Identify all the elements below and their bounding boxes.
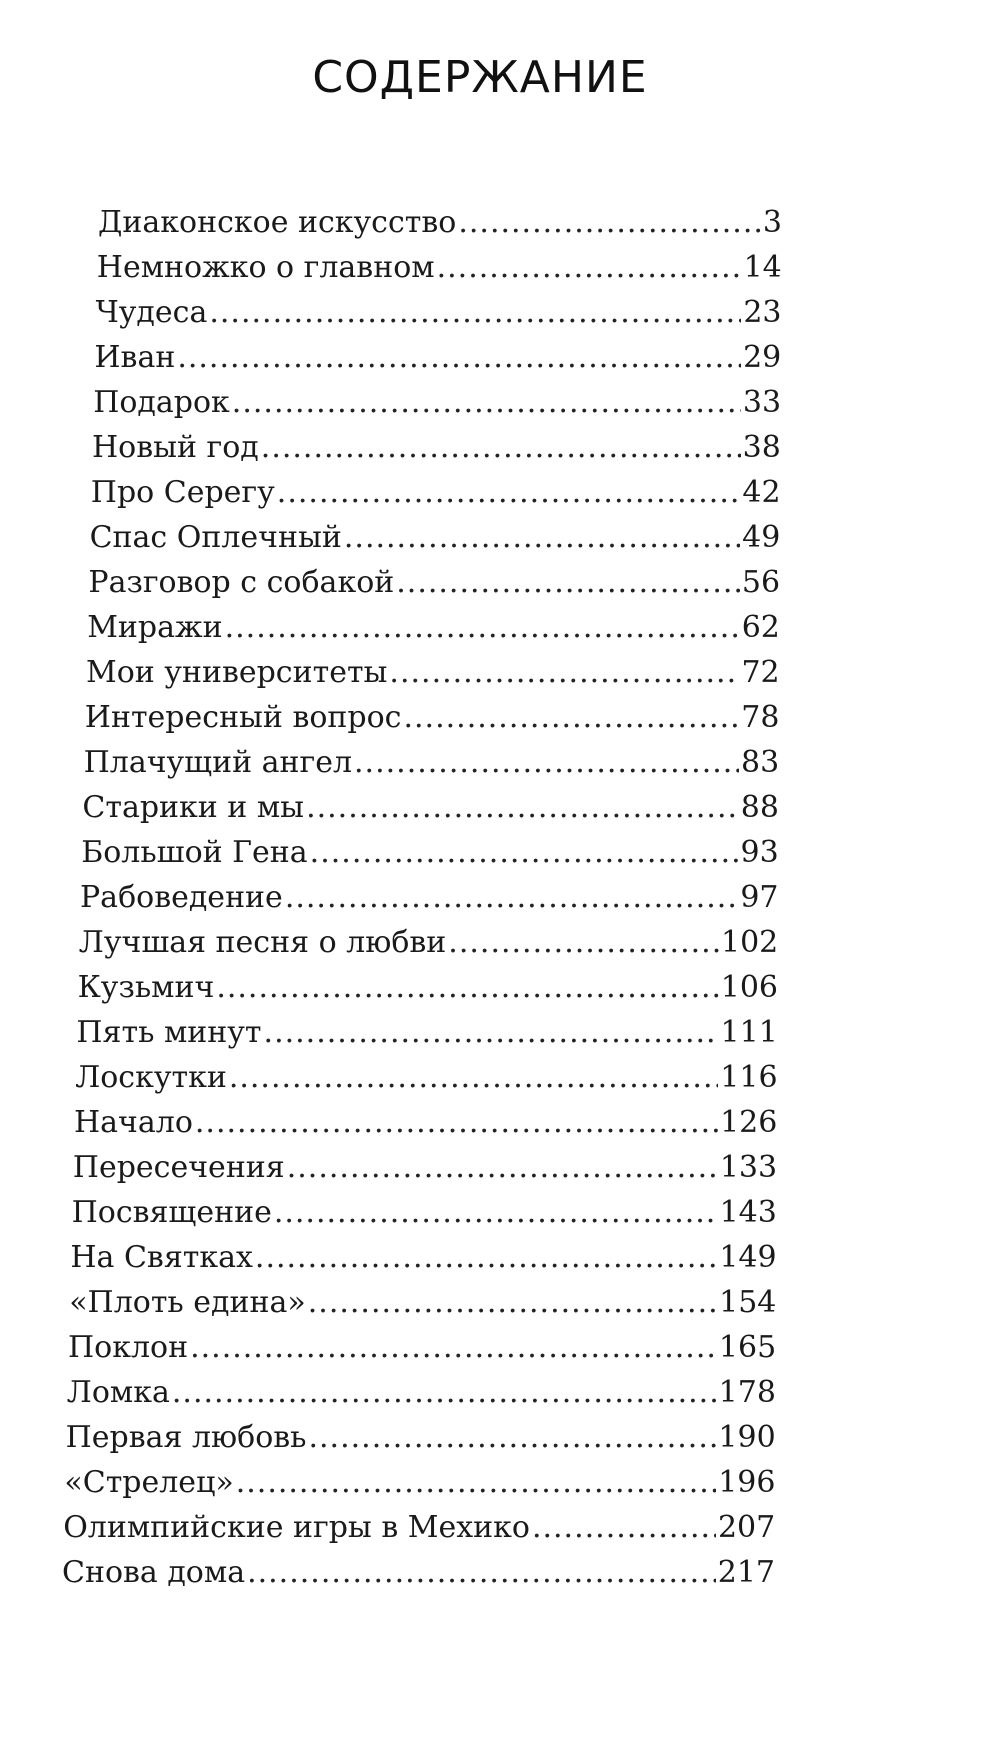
toc-entry	[0, 1055, 778, 1100]
toc-entry	[0, 1100, 777, 1145]
dot-leader	[532, 1505, 716, 1550]
toc-entry-title: Первая любовь	[65, 1420, 307, 1455]
toc-entry-page-number: 29	[743, 340, 782, 375]
dot-leader	[396, 560, 740, 605]
toc-entry	[0, 335, 781, 380]
toc-entry	[0, 650, 780, 695]
toc-entry	[0, 785, 779, 830]
toc-entry-page-number: 143	[719, 1195, 777, 1230]
dot-leader	[277, 470, 741, 515]
toc-entry	[0, 830, 779, 875]
dot-leader	[308, 1280, 717, 1325]
toc-entry-title: Немножко о главном	[96, 250, 435, 285]
toc-entry-page-number: 165	[718, 1330, 777, 1365]
toc-entry-title: Поклон	[68, 1330, 189, 1365]
toc-entry-page-number: 38	[742, 430, 781, 465]
toc-entry-page-number: 56	[741, 565, 781, 600]
dot-leader	[195, 1100, 718, 1145]
toc-entry	[0, 1550, 775, 1595]
toc-entry-title: На Святках	[70, 1240, 253, 1275]
dot-leader	[232, 380, 741, 425]
toc-entry-page-number: 49	[742, 520, 781, 555]
dot-leader	[308, 1415, 716, 1460]
toc-entry-page-number: 23	[743, 295, 782, 330]
toc-entry	[0, 1505, 775, 1550]
toc-entry-title: Пересечения	[72, 1150, 285, 1185]
dot-leader	[287, 1145, 718, 1190]
toc-entry	[0, 1145, 777, 1190]
dot-leader	[247, 1550, 716, 1595]
dot-leader	[190, 1325, 717, 1370]
toc-entry	[0, 425, 781, 470]
toc-entry-title: Ломка	[66, 1375, 170, 1410]
toc-entry-title: Начало	[74, 1105, 193, 1140]
toc-entry-title: Олимпийские игры в Мехико	[63, 1510, 530, 1545]
dot-leader	[389, 650, 739, 695]
dot-leader	[229, 1055, 718, 1100]
toc-entry-title: Снова дома	[62, 1555, 246, 1590]
toc-entry-title: Миражи	[87, 610, 223, 645]
toc-entry	[0, 1415, 776, 1460]
toc-entry-page-number: 154	[719, 1285, 777, 1320]
toc-entry-title: Спас Оплечный	[89, 520, 342, 555]
dot-leader	[264, 1010, 719, 1055]
toc-entry-title: Интересный вопрос	[84, 700, 402, 735]
toc-entry-title: Кузьмич	[77, 970, 215, 1005]
toc-entry-page-number: 3	[762, 205, 782, 240]
dot-leader	[310, 830, 739, 875]
toc-entry	[0, 965, 778, 1010]
toc-entry-title: Подарок	[93, 385, 230, 420]
dot-leader	[437, 245, 742, 290]
toc-entry	[0, 515, 780, 560]
toc-entry-page-number: 207	[717, 1510, 776, 1545]
toc-entry-page-number: 78	[741, 700, 780, 735]
toc-entry-page-number: 217	[717, 1555, 775, 1590]
dot-leader	[354, 740, 739, 785]
toc-entry-page-number: 93	[740, 835, 779, 870]
dot-leader	[458, 200, 761, 245]
toc-entry-title: Иван	[94, 340, 176, 375]
toc-entry	[0, 1190, 777, 1235]
toc-entry-title: Разговор с собакой	[88, 565, 395, 600]
toc-entry	[0, 1325, 776, 1370]
toc-entry-title: Лоскутки	[75, 1060, 227, 1095]
toc-entry	[0, 245, 782, 290]
toc-entry-page-number: 111	[720, 1015, 778, 1050]
toc-entry-title: Посвящение	[71, 1195, 272, 1230]
dot-leader	[209, 290, 741, 335]
toc-entry-page-number: 196	[718, 1465, 776, 1500]
toc-entry	[0, 560, 780, 605]
table-of-contents	[0, 200, 1000, 1595]
toc-entry-title: Новый год	[92, 430, 259, 465]
dot-leader	[261, 425, 741, 470]
toc-entry	[0, 290, 782, 335]
toc-entry-title: Лучшая песня о любви	[78, 925, 447, 960]
dot-leader	[255, 1235, 717, 1280]
dot-leader	[306, 785, 739, 830]
toc-entry-title: Мои университеты	[86, 655, 388, 690]
toc-entry-title: Пять минут	[76, 1015, 262, 1050]
toc-entry	[0, 605, 780, 650]
toc-entry	[0, 740, 779, 785]
toc-entry	[0, 920, 778, 965]
dot-leader	[216, 965, 718, 1010]
toc-entry	[0, 470, 781, 515]
toc-entry	[0, 1280, 776, 1325]
dot-leader	[177, 335, 741, 380]
toc-entry-title: «Плоть едина»	[69, 1285, 306, 1320]
toc-entry	[0, 380, 781, 425]
toc-entry-page-number: 72	[741, 655, 780, 690]
toc-entry	[0, 1370, 776, 1415]
toc-entry-page-number: 133	[719, 1150, 778, 1185]
toc-entry-page-number: 62	[741, 610, 780, 645]
toc-entry-title: Диаконское искусство	[98, 205, 457, 240]
toc-entry-page-number: 102	[720, 925, 779, 960]
toc-entry-page-number: 116	[720, 1060, 778, 1095]
toc-entry-page-number: 126	[720, 1105, 778, 1140]
toc-entry-page-number: 42	[742, 475, 781, 510]
dot-leader	[285, 875, 739, 920]
toc-entry	[0, 1010, 778, 1055]
toc-entry-page-number: 190	[718, 1420, 776, 1455]
dot-leader	[448, 920, 719, 965]
toc-entry	[0, 1460, 775, 1505]
page-title: СОДЕРЖАНИЕ	[312, 52, 648, 103]
dot-leader	[225, 605, 740, 650]
toc-entry-title: Плачущий ангел	[83, 745, 353, 780]
toc-entry-page-number: 178	[718, 1375, 776, 1410]
dot-leader	[344, 515, 740, 560]
dot-leader	[403, 695, 739, 740]
toc-entry	[0, 875, 779, 920]
toc-entry-title: Про Серегу	[90, 475, 275, 510]
toc-entry-title: «Стрелец»	[64, 1465, 234, 1500]
toc-entry-title: Чудеса	[95, 295, 208, 330]
toc-entry-title: Старики и мы	[82, 790, 305, 825]
dot-leader	[172, 1370, 717, 1415]
toc-entry-title: Рабоведение	[80, 880, 283, 915]
toc-entry-title: Большой Гена	[81, 835, 308, 870]
toc-entry-page-number: 33	[742, 385, 782, 420]
toc-entry	[0, 695, 779, 740]
dot-leader	[274, 1190, 718, 1235]
toc-entry-page-number: 106	[720, 970, 779, 1005]
toc-entry	[0, 1235, 777, 1280]
toc-entry	[0, 200, 782, 245]
toc-entry-page-number: 149	[719, 1240, 777, 1275]
toc-entry-page-number: 88	[740, 790, 779, 825]
toc-entry-page-number: 97	[740, 880, 779, 915]
dot-leader	[236, 1460, 716, 1505]
toc-entry-page-number: 14	[743, 250, 782, 285]
toc-entry-page-number: 83	[741, 745, 780, 780]
